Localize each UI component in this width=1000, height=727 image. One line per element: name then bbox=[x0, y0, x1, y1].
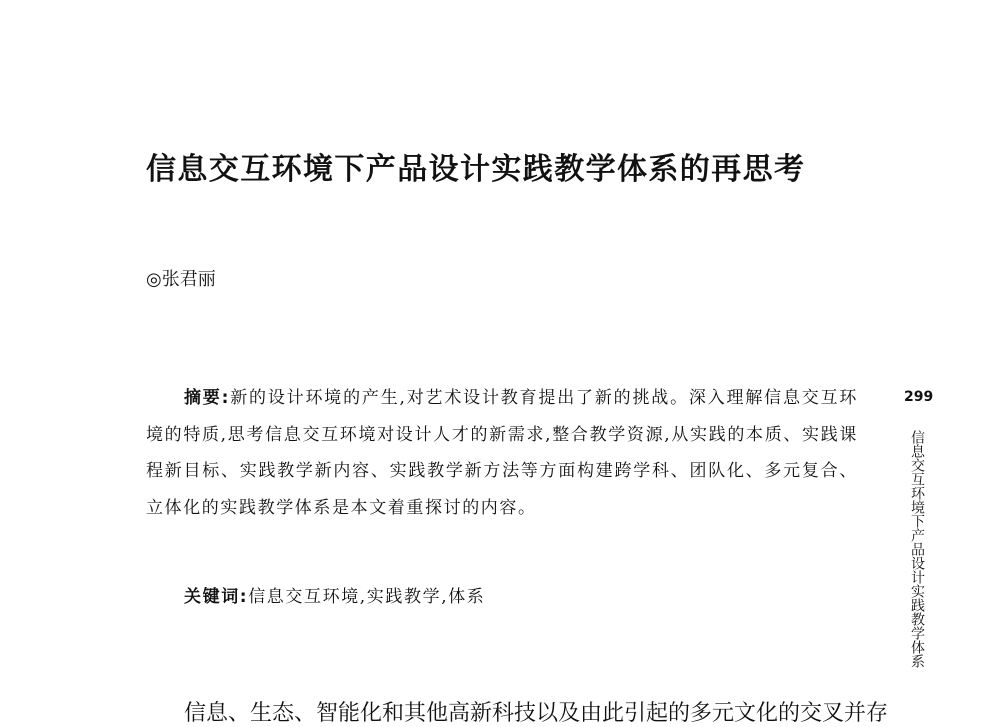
abstract-text: 新的设计环境的产生,对艺术设计教育提出了新的挑战。深入理解信息交互环境的特质,思考信息交互环境对设计人才的新需求,整合教学资源,从实践的本质、实践课程新目标、实践教学新内容、实践教学新方法等方面构建跨学科、团队化、多元复合、立体化的实践教学体系是本文着重探讨的内容。 bbox=[146, 388, 858, 518]
running-head: 信息交互环境下产品设计实践教学体系 bbox=[909, 430, 925, 668]
page-number: 299 bbox=[904, 389, 934, 405]
keywords-label: 关键词: bbox=[184, 587, 249, 607]
author-name: ◎张君丽 bbox=[146, 269, 216, 290]
body-text-first-line: 信息、生态、智能化和其他高新科技以及由此引起的多元文化的交叉并存 bbox=[184, 701, 889, 726]
abstract-label: 摘要: bbox=[184, 388, 231, 408]
abstract bbox=[146, 380, 858, 526]
keywords-text: 信息交互环境,实践教学,体系 bbox=[248, 587, 486, 607]
keywords bbox=[184, 582, 485, 607]
article-title: 信息交互环境下产品设计实践教学体系的再思考 bbox=[146, 152, 806, 187]
